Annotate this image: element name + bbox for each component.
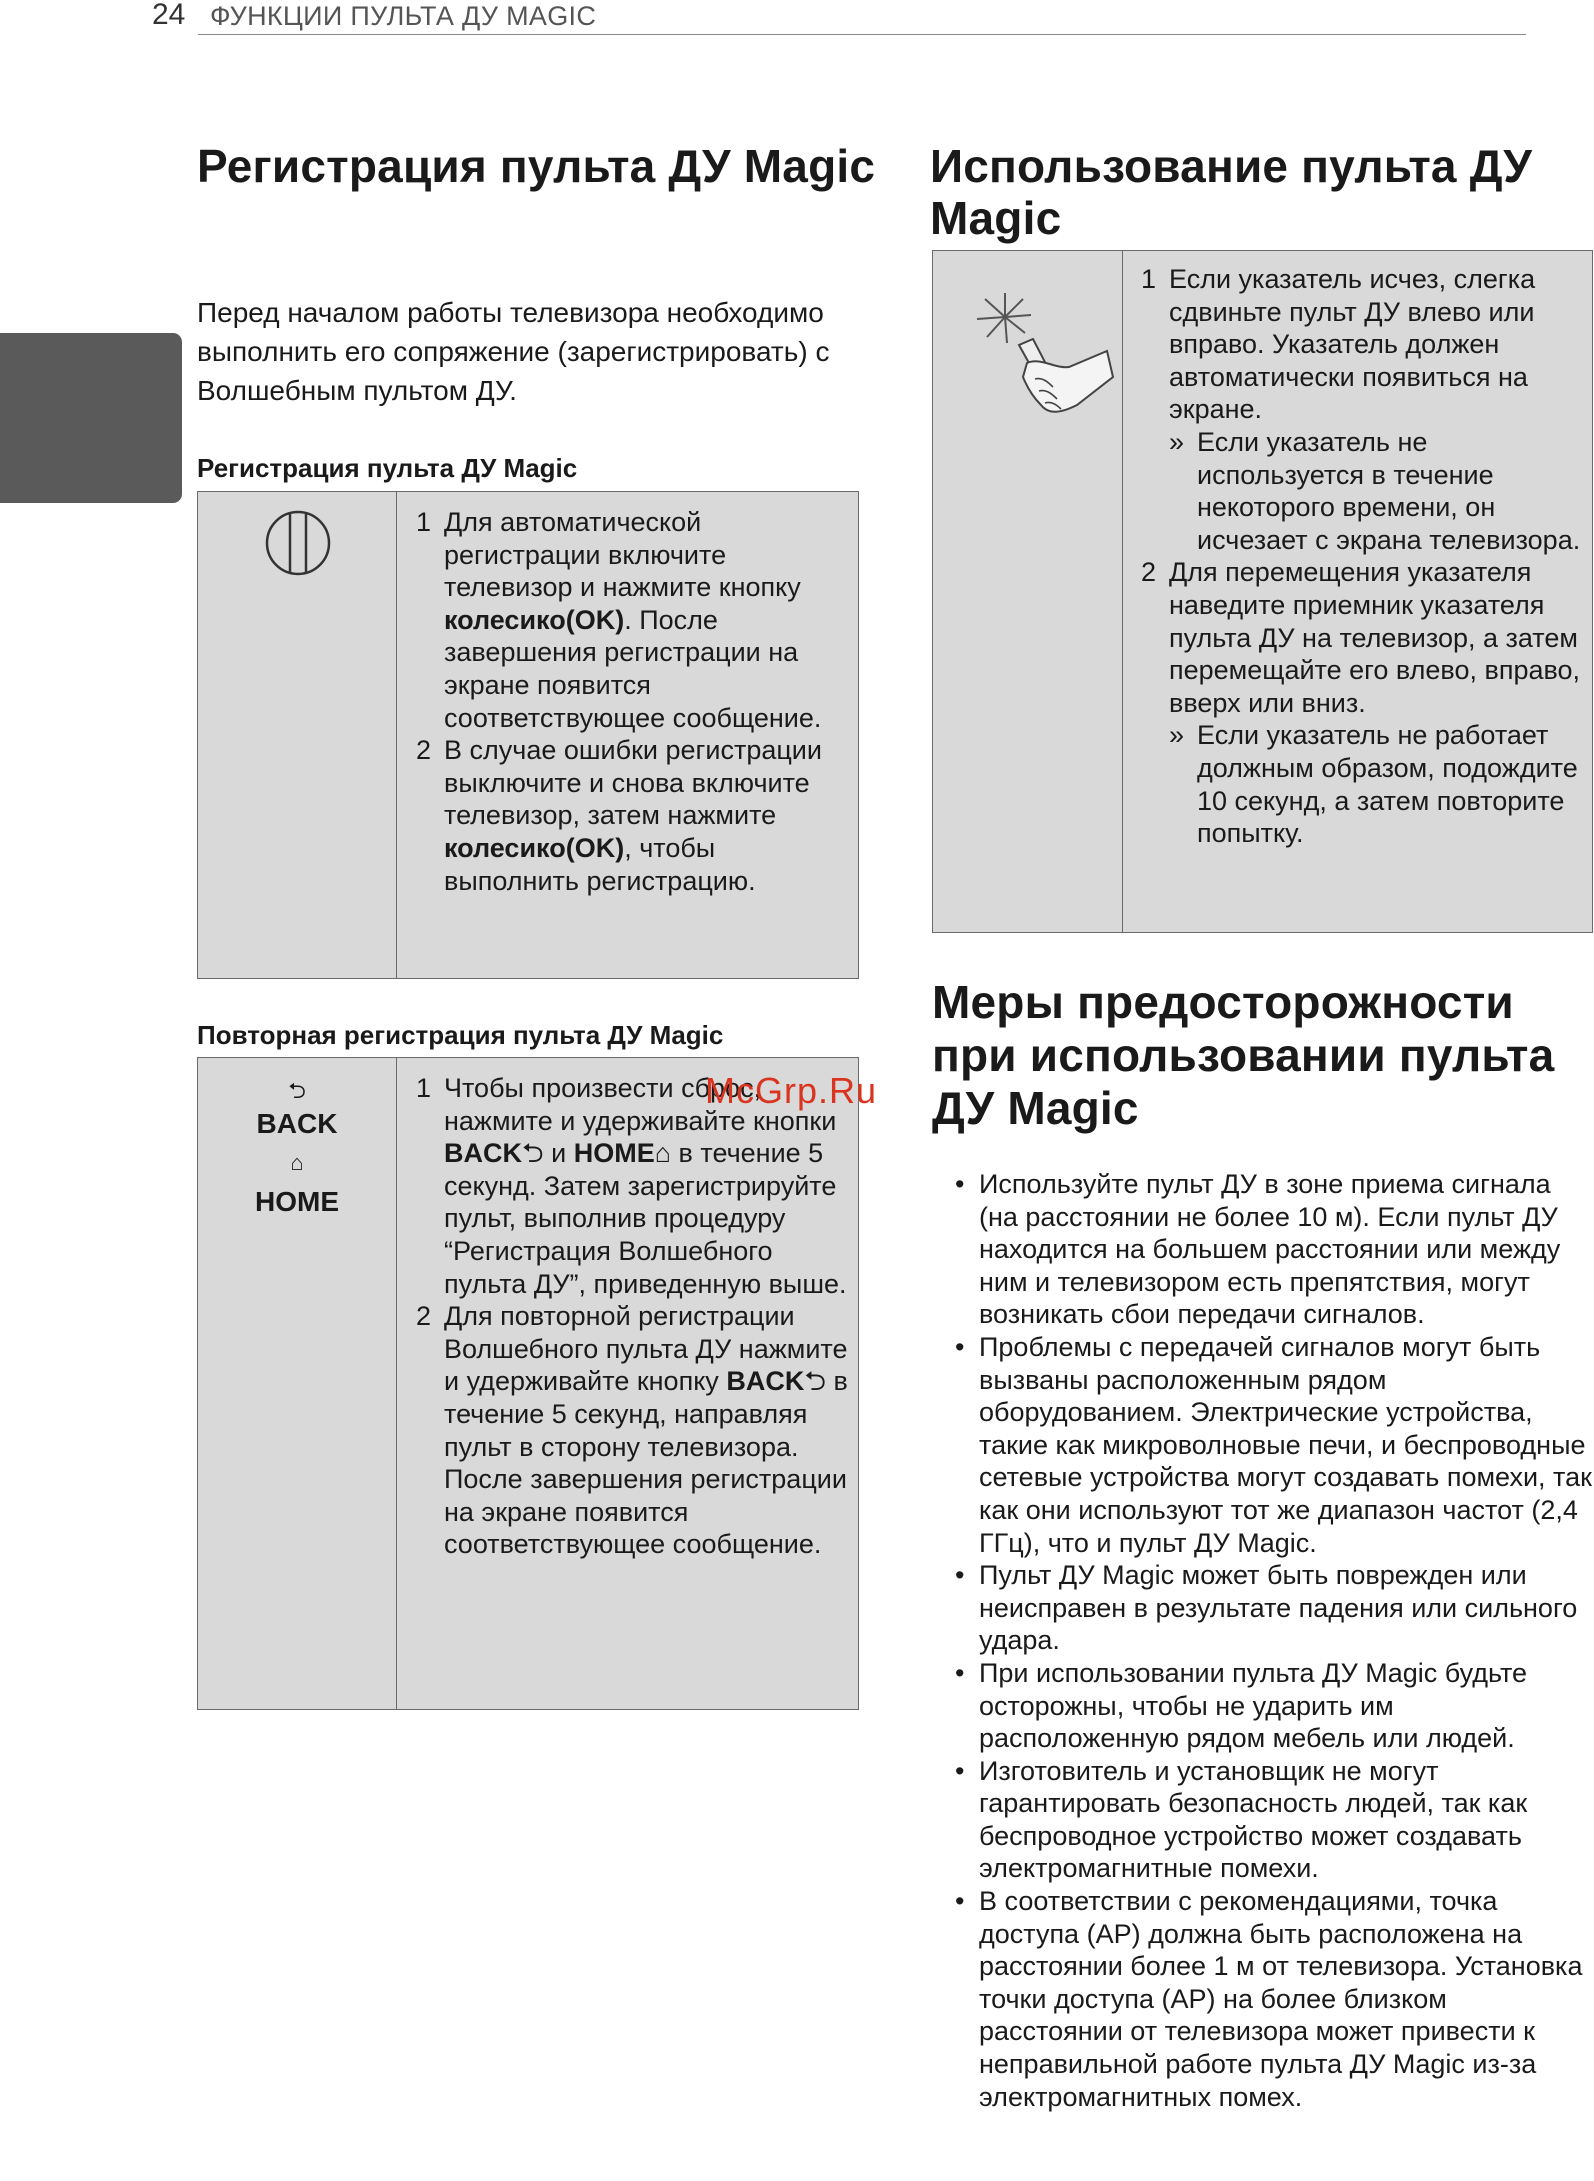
precaution-text: Используйте пульт ДУ в зоне приема сигнала (на расстоянии не более 10 м). Если пульт ДУ находится на большем расстоянии или между ним и телевизором есть препятствия, могут возникать сбои передачи сигналов.	[979, 1169, 1561, 1330]
watermark: McGrp.Ru	[705, 1070, 878, 1111]
step-number: 2	[416, 735, 432, 766]
registration-subheading: Регистрация пульта ДУ Magic	[197, 453, 578, 483]
step-bold-text: колесико(OK)	[444, 604, 625, 635]
note-marker: »	[1169, 720, 1185, 751]
step-text: в течение 5 секунд, направляя пульт в сторону телевизора. После завершения регистрации на экране появится соответствующее сообщение.	[444, 1366, 848, 1560]
back-key-icon: ⮌	[522, 1138, 544, 1169]
running-header-title: ФУНКЦИИ ПУЛЬТА ДУ MAGIC	[210, 1, 597, 31]
back-key-icon: ⮌	[804, 1366, 826, 1397]
precaution-item	[955, 1331, 1594, 1559]
step-bold-text: колесико(OK)	[444, 832, 625, 863]
back-button-label: BACK	[256, 1108, 338, 1139]
precaution-item	[955, 1755, 1594, 1885]
precaution-item	[955, 1168, 1594, 1331]
column-divider	[396, 1058, 397, 1709]
page-number: 24	[152, 0, 186, 31]
usage-steps	[1141, 263, 1589, 850]
precaution-text: Пульт ДУ Magic может быть поврежден или неисправен в результате падения или сильного удара.	[979, 1560, 1578, 1656]
reregistration-instructions-box	[197, 1057, 859, 1710]
usage-step	[1141, 263, 1589, 556]
registration-instructions-box	[197, 491, 859, 979]
bullet-marker: •	[955, 1657, 965, 1688]
step-text: Для автоматической регистрации включите телевизор и нажмите кнопку	[444, 507, 801, 603]
column-divider	[1122, 251, 1123, 932]
reregistration-subheading: Повторная регистрация пульта ДУ Magic	[197, 1020, 724, 1050]
step-number: 1	[416, 507, 432, 537]
step-text: Если указатель исчез, слегка сдвиньте пульт ДУ влево или вправо. Указатель должен автоматически появиться на экране.	[1169, 264, 1536, 425]
bullet-marker: •	[955, 1331, 965, 1362]
reregistration-steps	[416, 1072, 848, 1561]
usage-notes	[1169, 719, 1589, 849]
usage-notes	[1169, 426, 1589, 556]
precaution-text: При использовании пульта ДУ Magic будьте осторожны, чтобы не ударить им расположенную рядом мебель или людей.	[979, 1657, 1528, 1754]
registration-steps	[416, 506, 846, 897]
note-marker: »	[1169, 426, 1185, 457]
home-key-icon: ⌂	[654, 1138, 672, 1169]
usage-note	[1169, 719, 1589, 849]
registration-step	[416, 506, 846, 734]
step-number: 1	[416, 1073, 432, 1103]
bullet-marker: •	[955, 1886, 965, 1917]
step-text: в течение 5 секунд. Затем зарегистрируйте пульт, выполнив процедуру “Регистрация Волшебного пульта ДУ”, приведенную выше.	[444, 1138, 847, 1299]
step-text: Для перемещения указателя наведите приемник указателя пульта ДУ на телевизор, а затем перемещайте его влево, вправо, вверх или вниз.	[1169, 557, 1581, 718]
step-text: и	[543, 1138, 574, 1169]
step-text: В случае ошибки регистрации выключите и снова включите телевизор, затем нажмите	[444, 735, 822, 831]
step-text: , чтобы выполнить регистрацию.	[444, 832, 756, 896]
step-number: 2	[416, 1301, 432, 1332]
bullet-marker: •	[955, 1560, 965, 1591]
registration-title: Регистрация пульта ДУ Magic	[197, 140, 876, 192]
step-number: 2	[1141, 557, 1157, 588]
step-text: Чтобы произвести сброс, нажмите и удерживайте кнопки	[444, 1073, 837, 1136]
step-text: Для повторной регистрации Волшебного пульта ДУ нажмите и удерживайте кнопку	[444, 1301, 848, 1397]
note-text: Если указатель не работает должным образом, подождите 10 секунд, а затем повторите попытку.	[1197, 720, 1578, 849]
registration-intro: Перед началом работы телевизора необходимо выполнить его сопряжение (зарегистрировать) с Волшебным пультом ДУ.	[197, 297, 830, 406]
precaution-item	[955, 1559, 1594, 1657]
step-number: 1	[1141, 264, 1157, 294]
registration-step	[416, 734, 846, 897]
precaution-text: В соответствии с рекомендациями, точка доступа (AP) должна быть расположена на расстоянии более 1 м от телевизора. Установка точки доступа (AP) на более близком расстоянии от телевизора может привести к неправильной работе пульта ДУ Magic из-за электромагнитных помех.	[979, 1886, 1583, 2112]
precaution-item	[955, 1885, 1594, 2113]
usage-instructions-box	[932, 250, 1593, 933]
precautions-title: Меры предосторожности при использовании пульта ДУ Magic	[932, 976, 1555, 1134]
section-side-tab	[0, 333, 182, 503]
home-key-label: HOME	[573, 1138, 655, 1169]
bullet-marker: •	[955, 1755, 965, 1786]
column-divider	[396, 492, 397, 978]
usage-note	[1169, 426, 1589, 556]
note-text: Если указатель не используется в течение некоторого времени, он исчезает с экрана телевизора.	[1197, 426, 1581, 555]
home-button-label: HOME	[255, 1186, 339, 1217]
header-divider	[198, 34, 1526, 35]
reregistration-step	[416, 1300, 848, 1561]
remote-pointer-hand-icon	[957, 287, 1117, 427]
home-icon: ⌂	[290, 1150, 304, 1175]
precaution-text: Изготовитель и установщик не могут гарантировать безопасность людей, так как беспроводное устройство может создавать электромагнитные помехи.	[979, 1755, 1528, 1884]
step-text: . После завершения регистрации на экране появится соответствующее сообщение.	[444, 604, 822, 733]
precautions-list	[955, 1168, 1594, 2113]
precaution-item	[955, 1657, 1594, 1755]
back-icon: ⮌	[288, 1078, 306, 1103]
wheel-button-icon	[264, 509, 332, 577]
bullet-marker: •	[955, 1169, 965, 1199]
back-key-label: BACK	[444, 1138, 522, 1169]
back-key-label: BACK	[726, 1366, 805, 1397]
usage-title: Использование пульта ДУ Magic	[930, 140, 1533, 244]
precaution-text: Проблемы с передачей сигналов могут быть вызваны расположенным рядом оборудованием. Электрические устройства, такие как микроволновые печи, и беспроводные сетевые устройства могут создавать помехи, так как они используют тот же диапазон частот (2,4 ГГц), что и пульт ДУ Magic.	[979, 1331, 1592, 1558]
usage-step	[1141, 556, 1589, 849]
